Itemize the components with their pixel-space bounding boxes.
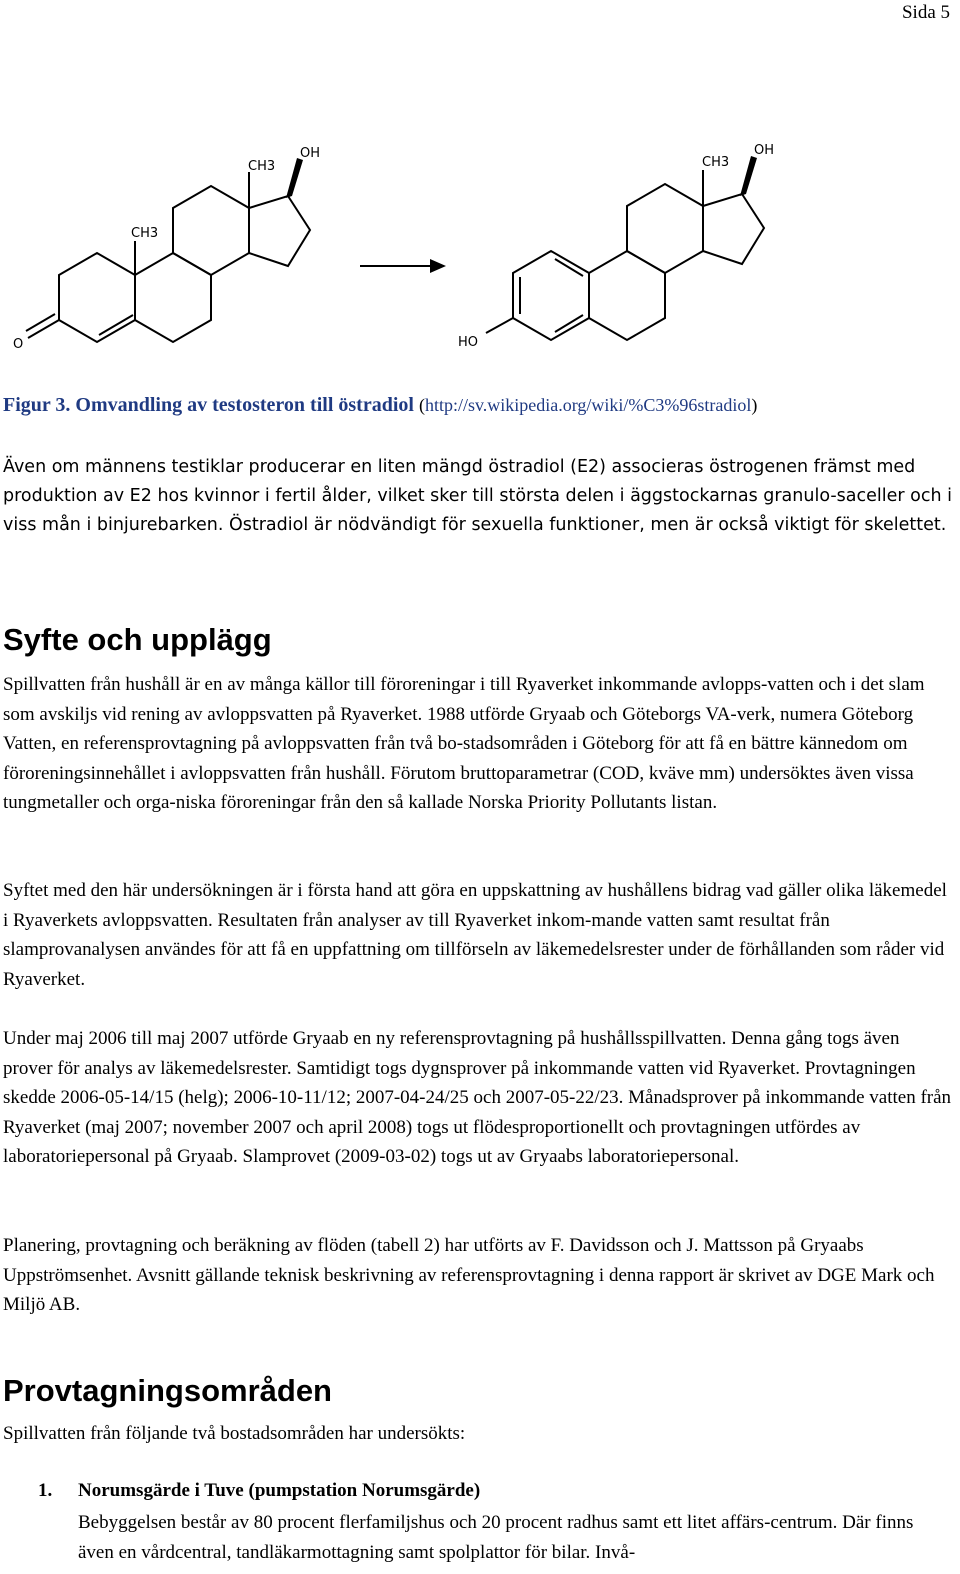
label-ch3-top-right: CH3 [702,155,730,170]
page-number: Sida 5 [901,2,950,23]
figure-caption [3,394,757,417]
section2-intro: Spillvatten från följande två bostadsområden har undersökts: [3,1423,466,1444]
testosterone-ring-d [249,196,310,266]
section1-paragraph-2: Syftet med den här undersökningen är i första hand att göra en uppskattning av hushållens bidrag vad gäller olika läkemedel i Ryaverkets avloppsvatten. Resultaten från analyser av till Ryaverket inkom-mande vatten samt resultat från slamprovanalysen användes för att få en uppfattning om tillförseln av läkemedelsrester under de förhållanden som råder vid Ryaverket. [3,880,947,990]
label-oh-right: OH [754,143,775,158]
caption-lead: Figur 3. Omvandling av testosteron till östradiol [3,394,414,416]
section1-paragraph-4: Planering, provtagning och beräkning av flöden (tabell 2) har utförts av F. Davidsson och J. Mattsson på Gryaabs Uppströmsenhet. Avsnitt gällande teknisk beskrivning av referensprovtagning i denna rapport är skrivet av DGE Mark och Miljö AB. [3,1235,935,1315]
estradiol-ring-c [627,184,703,273]
list-item-number: 1. [38,1480,53,1501]
section1-paragraph-3: Under maj 2006 till maj 2007 utförde Gryaab en ny referensprovtagning på hushållsspillvatten. Denna gång togs även prover för analys av läkemedelsrester. Samtidigt togs dygnsprover på inkommande vatten vid Ryaverket. Provtagningen skedde 2006-05-14/15 (helg); 2006-10-11/12; 2007-04-24/25 och 2007-05-22/23. Månadsprover på inkommande vatten från Ryaverket (maj 2007; november 2007 och april 2008) togs ut flödesproportionellt och provtagningen utfördes av laboratoriepersonal på Gryaab. Slamprovet (2009-03-02) togs ut av Gryaabs laboratoriepersonal. [3,1028,952,1167]
caption-paren-open: ( [418,395,425,415]
section-heading-syfte: Syfte och upplägg [3,622,272,657]
chemical-structure-figure [0,130,960,360]
estradiol-ring-d [703,194,764,264]
estradiol-ring-b [589,251,665,340]
caption-link[interactable]: http://sv.wikipedia.org/wiki/%C3%96stradiol [424,395,752,415]
estradiol-ring-a [513,251,589,340]
testosterone-ring-c [173,186,249,275]
section1-paragraph-1: Spillvatten från hushåll är en av många källor till föroreningar i till Ryaverket inkommande avlopps-vatten och i det slam som avskiljs vid rening av avloppsvatten på Ryaverket. 1988 utförde Gryaab och Göteborgs VA-verk, numera Göteborg Vatten, en referensprovtagning på avloppsvatten från två bo-stadsområden i Göteborg för att få en bättre kännedom om föroreningsinnehållet i avloppsvatten från hushåll. Förutom bruttoparametrar (COD, kväve mm) undersöktes även vissa tungmetaller och orga-niska föroreningar från den så kallade Norska Priority Pollutants listan. [3,674,925,813]
caption-paren-close: ) [751,395,758,415]
section-heading-provtagningsomraden: Provtagningsområden [3,1373,332,1408]
testosterone-ring-a [59,253,135,342]
label-o-left: O [13,337,24,352]
intro-paragraph: Även om männens testiklar producerar en liten mängd östradiol (E2) associeras östrogenen främst med produktion av E2 hos kvinnor i fertil ålder, vilket sker till största delen i äggstockarnas granulo-saceller och i viss mån i binjurebarken. Östradiol är nödvändigt för sexuella funktioner, men är också viktigt för skelettet. [3,457,952,535]
label-oh-left: OH [300,146,321,161]
label-ho-right: HO [458,335,479,350]
label-ch3-top-left: CH3 [248,159,276,174]
label-ch3-mid-left: CH3 [131,226,159,241]
testosterone-ring-b [135,253,211,342]
list-item-title: Norumsgärde i Tuve (pumpstation Norumsgärde) [78,1480,481,1501]
list-item-body: Bebyggelsen består av 80 procent flerfamiljshus och 20 procent radhus samt ett litet affärs-centrum. Där finns även en vårdcentral, tandläkarmottagning samt spolplattor för bilar. Invå- [78,1512,914,1563]
